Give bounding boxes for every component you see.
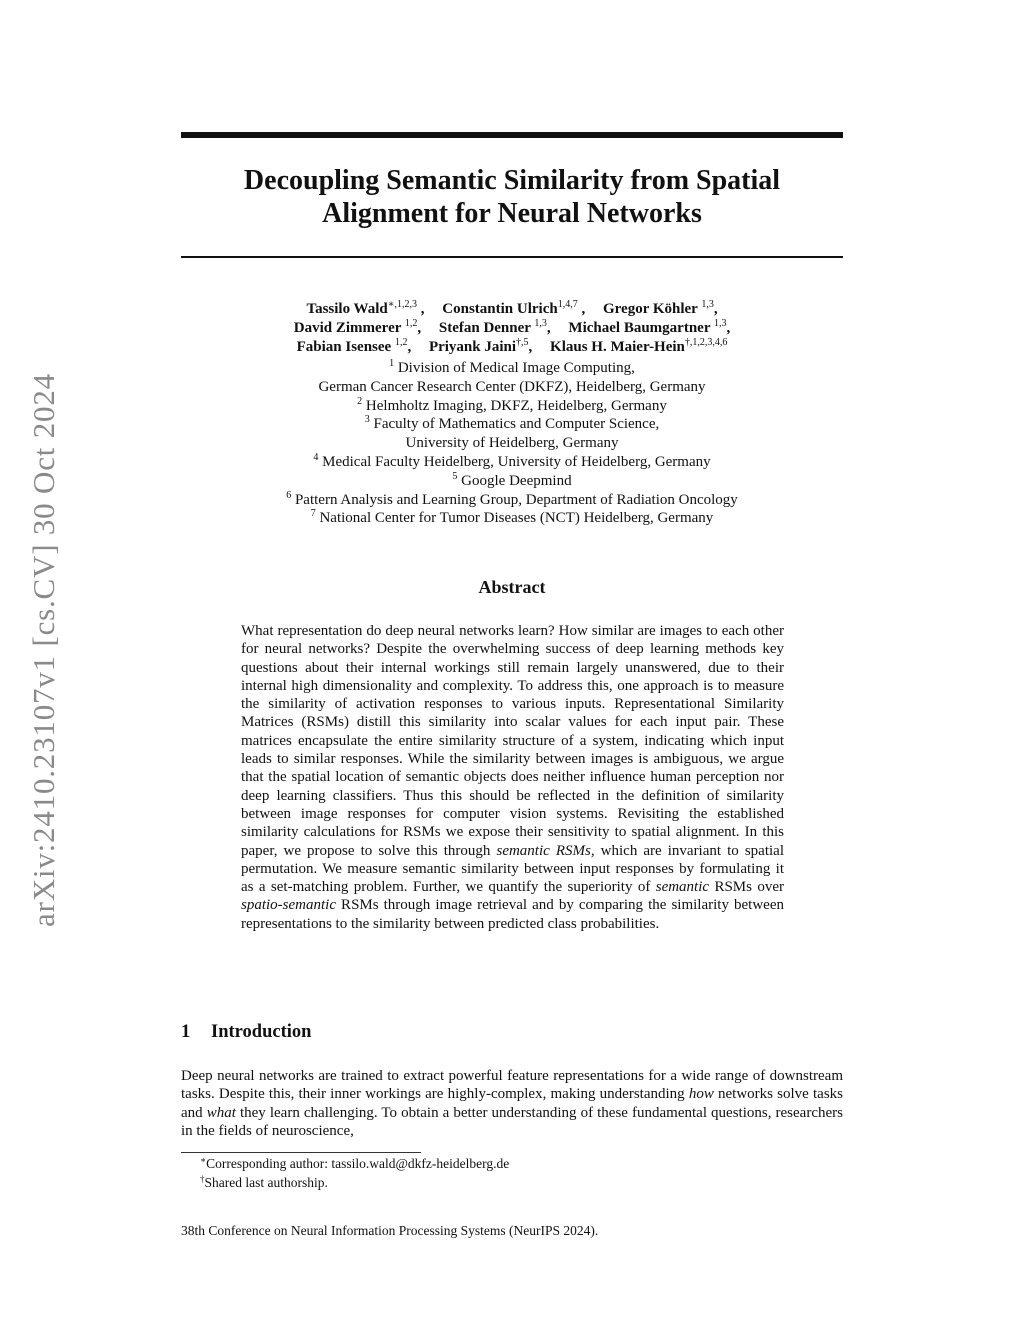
author: Constantin Ulrich$^{1,4,7}$ , [442, 299, 586, 317]
author: David Zimmerer $^{1,2}$, [293, 318, 422, 336]
author: Michael Baumgartner $^{1,3}$, [568, 318, 731, 336]
title-top-rule [181, 132, 843, 138]
abstract-heading: Abstract [478, 577, 546, 597]
author-list [181, 300, 843, 357]
footnote-rule [181, 1152, 421, 1153]
footnote: ∗Corresponding author: tassilo.wald@dkfz-heidelberg.de [200, 1155, 510, 1171]
author: Tassilo Wald$^{∗,1,2,3}$ , [306, 299, 425, 317]
affiliation: $^2$ Helmholtz Imaging, DKFZ, Heidelberg, Germany [357, 395, 667, 414]
section-title: Introduction [211, 1022, 312, 1042]
arxiv-stamp: arXiv:2410.23107v1 [cs.CV] 30 Oct 2024 [26, 373, 61, 927]
section-heading-introduction [181, 1022, 311, 1043]
affiliation: $^3$ Faculty of Mathematics and Computer Science, [364, 414, 660, 433]
author: Fabian Isensee $^{1,2}$, [296, 337, 412, 355]
author-line-3 [181, 338, 843, 357]
title-line-2: Alignment for Neural Networks [322, 198, 702, 229]
conference-note: 38th Conference on Neural Information Processing Systems (NeurIPS 2024). [181, 1223, 599, 1238]
affiliation: University of Heidelberg, Germany [405, 435, 619, 452]
abstract-paragraph: What representation do deep neural networks learn? How similar are images to each other for neural networks? Despite the overwhelming success of deep learning methods key questions about their internal workings still remain largely unanswered, due to their internal high dimensionality and complexity. To address this, one approach is to measure the similarity of activation responses to various inputs. Representational Similarity Matrices (RSMs) distill this similarity into scalar values for each input pair. These matrices encapsulate the entire similarity structure of a system, indicating which input leads to similar responses. While the similarity between images is ambiguous, we argue that the spatial location of semantic objects does neither influence human perception nor deep learning classifiers. Thus this should be reflected in the definition of similarity between image responses for computer vision systems. Revisiting the established similarity calculations for RSMs we expose their sensitivity to spatial alignment. In this paper, we propose to solve this through semantic RSMs, which are invariant to spatial permutation. We measure semantic similarity between input responses by formulating it as a set-matching problem. Further, we quantify the superiority of semantic RSMs over spatio-semantic RSMs through image retrieval and by comparing the similarity between representations to the similarity between predicted class probabilities. [241, 623, 784, 932]
footnote: †Shared last authorship. [200, 1173, 328, 1190]
affiliation: $^4$ Medical Faculty Heidelberg, University of Heidelberg, Germany [313, 451, 711, 470]
affiliation: $^5$ Google Deepmind [452, 470, 572, 489]
affiliation: $^1$ Division of Medical Image Computing, [389, 358, 635, 376]
author: Klaus H. Maier-Hein$^{\dagger,1,2,3,4,6}$ [550, 337, 728, 355]
abstract-body [241, 622, 784, 933]
affiliation-list [181, 359, 843, 528]
author-line-1 [181, 300, 843, 319]
title-line-1: Decoupling Semantic Similarity from Spatial [243, 165, 781, 196]
title-bottom-rule [181, 256, 843, 258]
author: Stefan Denner $^{1,3}$, [438, 318, 551, 336]
section-number: 1 [181, 1022, 191, 1042]
paper-title [181, 164, 843, 230]
affiliation: German Cancer Research Center (DKFZ), Heidelberg, Germany [318, 378, 706, 395]
affiliation: $^7$ National Center for Tumor Diseases (NCT) Heidelberg, Germany [310, 508, 714, 527]
author-line-2 [181, 319, 843, 338]
footnotes [200, 1155, 509, 1192]
affiliation: $^6$ Pattern Analysis and Learning Group, Department of Radiation Oncology [286, 489, 738, 508]
introduction-body [181, 1067, 843, 1140]
author: Priyank Jaini$^{\dagger,5}$, [428, 337, 533, 355]
author: Gregor Köhler $^{1,3}$, [602, 299, 718, 317]
introduction-paragraph: Deep neural networks are trained to extract powerful feature representations for a wide range of downstream tasks. Despite this, their inner workings are highly-complex, making understanding how networks solve tasks and what they learn challenging. To obtain a better understanding of these fundamental questions, researchers in the fields of neuroscience, [181, 1068, 843, 1139]
